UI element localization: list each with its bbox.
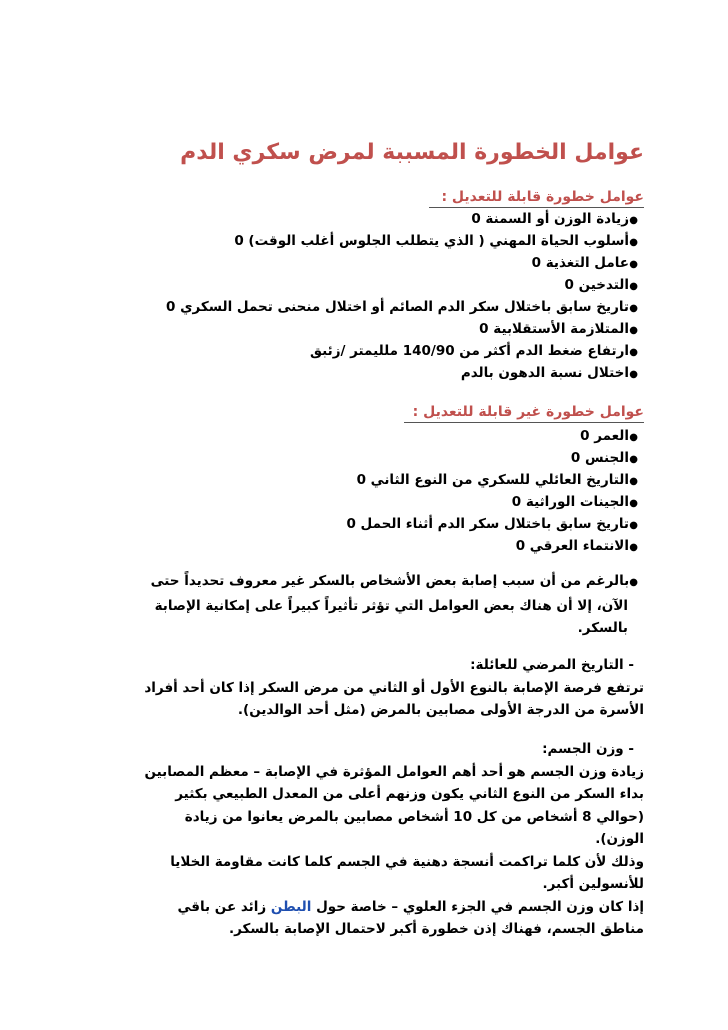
- bullet-icon: ●: [629, 577, 638, 588]
- modifiable-factors-heading: [84, 188, 644, 206]
- list-item-text: الجينات الوراثية 0: [511, 494, 629, 510]
- list-item: [78, 252, 638, 274]
- list-item-text: تاريخ سابق باختلال سكر الدم الصائم أو اختلال منحنى تحمل السكري 0: [166, 299, 629, 315]
- heading-underline: [404, 422, 644, 423]
- line-text: إذا كان وزن الجسم في الجزء العلوي – خاصة حول: [316, 898, 644, 915]
- list-item-text: التدخين 0: [564, 277, 629, 293]
- note-line: بالرغم من أن سبب إصابة بعض الأشخاص بالسكر غير معروف تحديداً حتى: [150, 573, 630, 589]
- list-item-text: العمر 0: [580, 428, 629, 444]
- highlighted-word: البطن: [270, 898, 312, 915]
- list-item: [78, 274, 638, 296]
- list-item-text: تاريخ سابق باختلال سكر الدم أثناء الحمل 0: [346, 516, 629, 532]
- paragraph-line: بداء السكر من النوع الثاني يكون وزنهم أعلى من المعدل الطبيعي بكثير: [175, 786, 644, 802]
- list-item: [78, 296, 638, 318]
- paragraph-line: الوزن).: [595, 831, 644, 847]
- bullet-icon: ●: [629, 237, 638, 248]
- list-item: [78, 469, 638, 491]
- bullet-icon: ●: [629, 303, 638, 314]
- bullet-icon: ●: [629, 520, 638, 531]
- paragraph-line: (حوالي 8 أشخاص من كل 10 أشخاص مصابين بالمرض يعانوا من زيادة: [184, 808, 644, 825]
- list-item: [78, 318, 638, 340]
- list-item: [78, 491, 638, 513]
- paragraph-line: [44, 896, 644, 919]
- list-item: [78, 513, 638, 535]
- bullet-icon: ●: [629, 281, 638, 292]
- paragraph-line: وذلك لأن كلما تراكمت أنسجة دهنية في الجسم كلما كانت مقاومة الخلايا: [170, 853, 644, 870]
- paragraph-line: مناطق الجسم، فهناك إذن خطورة أكبر لاحتمال الإصابة بالسكر.: [228, 921, 644, 937]
- list-item-text: ارتفاع ضغط الدم أكثر من 140/90 ملليمتر /زئبق: [310, 343, 629, 359]
- list-item: [78, 230, 638, 252]
- bullet-icon: ●: [629, 259, 638, 270]
- list-item-text: أسلوب الحياة المهني ( الذي يتطلب الجلوس أغلب الوقت) 0: [234, 233, 629, 249]
- non-modifiable-factors-heading: [84, 403, 644, 421]
- note-line: بالسكر.: [577, 620, 628, 636]
- list-item-text: اختلال نسبة الدهون بالدم: [460, 365, 629, 381]
- list-item-text: الانتماء العرقي 0: [515, 538, 629, 554]
- list-item: [78, 362, 638, 384]
- list-item: [78, 447, 638, 469]
- bullet-icon: ●: [629, 369, 638, 380]
- bullet-icon: ●: [629, 498, 638, 509]
- line-text: زائد عن باقي: [177, 898, 267, 915]
- bullet-icon: ●: [629, 476, 638, 487]
- bullet-icon: ●: [629, 347, 638, 358]
- list-item-text: المتلازمة الأستقلابية 0: [479, 321, 629, 337]
- list-item: [78, 208, 638, 230]
- list-item: [78, 425, 638, 447]
- list-item-text: الجنس 0: [570, 450, 629, 466]
- list-item-text: عامل التغذية 0: [531, 255, 629, 271]
- non-modifiable-factors-list: [78, 425, 638, 557]
- paragraph-line: ترتفع فرصة الإصابة بالنوع الأول أو الثاني من مرض السكر إذا كان أحد أفراد: [144, 679, 644, 696]
- list-item: [78, 340, 638, 362]
- modifiable-factors-list: [78, 208, 638, 384]
- bullet-icon: ●: [629, 432, 638, 443]
- bullet-icon: ●: [629, 542, 638, 553]
- bullet-icon: ●: [629, 215, 638, 226]
- note-line: الآن، إلا أن هناك بعض العوامل التي تؤثر تأثيراً كبيراً على إمكانية الإصابة: [154, 597, 628, 614]
- list-item-text: التاريخ العائلي للسكري من النوع الثاني 0: [356, 472, 629, 488]
- non-modifiable-factors-heading-text: عوامل خطورة غير قابلة للتعديل :: [412, 404, 644, 420]
- list-item: [78, 535, 638, 557]
- paragraph-line: للأنسولين أكبر.: [542, 876, 644, 892]
- paragraph-line: الأسرة من الدرجة الأولى مصابين بالمرض (مثل أحد الوالدين).: [237, 702, 644, 718]
- bullet-icon: ●: [629, 325, 638, 336]
- bullet-icon: ●: [629, 454, 638, 465]
- body-weight-section: [44, 738, 644, 941]
- section-heading: - التاريخ المرضي للعائلة:: [470, 657, 634, 673]
- section-heading: - وزن الجسم:: [542, 741, 634, 757]
- document-title: عوامل الخطورة المسببة لمرض سكري الدم: [180, 140, 644, 165]
- modifiable-factors-heading-text: عوامل خطورة قابلة للتعديل :: [441, 189, 644, 205]
- paragraph-line: زيادة وزن الجسم هو أحد أهم العوامل المؤثرة في الإصابة – معظم المصابين: [144, 763, 644, 780]
- intro-note: [78, 570, 638, 640]
- list-item-text: زيادة الوزن أو السمنة 0: [471, 211, 629, 227]
- family-history-section: [44, 654, 644, 722]
